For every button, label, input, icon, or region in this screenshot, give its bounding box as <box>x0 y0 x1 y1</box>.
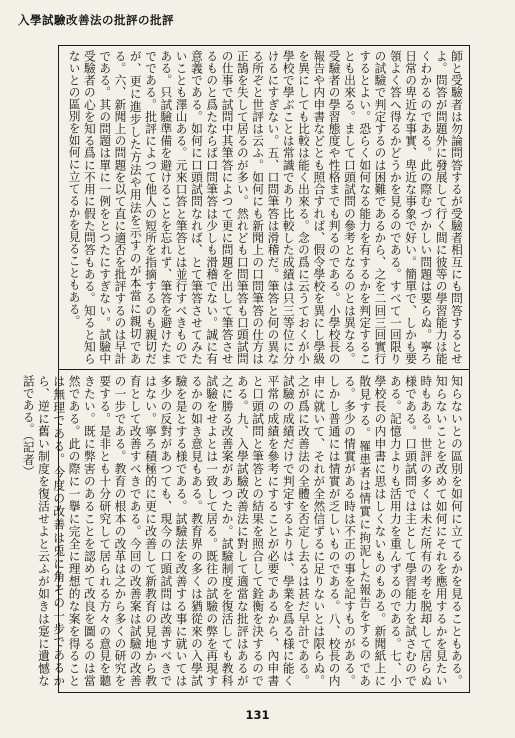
upper-text-block: 師と受驗者は勿論問答するが受驗者相互にも問答するとせよ。問答が問題外に發展して行く間に彼等の學習能力は能くわかるのである。此の際むづかしい問題は要らぬ。寧ろ日常の卑近な事實、卑近な事象で好い。簡單で、しかも要領よく答へ得るかどうかを見るのである。すべて一回限りの試驗で判定するのは困難であるから、之を二回三回實行するとよい。恐らく如何なる能力を有するかを判定することも出來る。まして口頭試問の參考となるのとは異なる。受驗者の學習態度や性格までも判るのである。小學校長の報告や内申書などとも照合すれば、假令學校を異にし學級を異にしても比較は能く出來る。念の爲に云うておくが小學校で學ぶことは常識であり比較した成績は只三等位に分けるにすぎない。五、口問筆答は滑稽だ。筆答と何の異なる所ぞと世評は云ふ。如何にも新聞上の口問筆答の仕方は正鵠を失して居るのが多い。然れども口問筆答も口頭試問の仕事で試問中其筆答によつて更に問題を出して筆答させるものと爲たならば口問筆答は少しも滑稽でない。誠に有意義である。如何に口頭試問なれば、とて筆答させてみたいことも澤山ある。元來口答と筆答とは並行すべきものである。只試驗準備を避けることを忘れず、筆答を避けたまでである。批評によつて他人の短所を指摘するのも親切だが、更に進步した方法や用法を示すのが本當に親切である。六、新聞上の問題を以て直に適否を批評するのは早計である。其の問題は單に一例をとつたにすぎない。試驗中受驗者の心を知る爲に不用に假た問答もある。知ると知らないとの區別を如何に立てるかを見ることもある。 <box>67 50 464 365</box>
running-header: 入學試驗改善法の批評の批評 <box>18 13 174 27</box>
page-number: 131 <box>245 708 270 722</box>
section-divider <box>59 369 469 370</box>
lower-text-block: 知らないとの區別を如何に立てるかを見ることもある。知らないことを改めて如何にそれを應用するかを見たい時もある。世評の多くは未だ所有の考を脱却して居らぬ様である。口頭試問では主として學習能力を試さむのである。記憶力よりも活用力を重んずるのである。七、小學校長の内申書に思はしくないものもある。新聞紙上に散見する。罹患者は情實に拘泥した報告をするのである。多少の情實がある時は不正の事を記すものがある。しかし普通には情實が乏しいものである。八、校長の内申に就いて、それが全然信ずるに足りないとは限らぬ。之が爲に改善法の全體を否定し去るは甚だ早計である。試驗の成績だけで判定するよりは、學業を爲る様に能く平常の成績を參考にすることが必要であるから、內申書と口頭試問と筆答との結果を照合して銓衡を決するのである。九、入學試驗改善法に對して適當な批評はあるが之に勝る改善案があつたか。試驗制度を復活しても教科試驗をせよとは一致して居る。既往の試驗の弊を再現するかの如き意見もある。教育界の多くは猶從來の入學試驗を是とする様である。試驗法を改善する事に就いては多少の反對があつても、現今の口頭試問は改善すべきではない。寧ろ積極的に更に改善して新教育の見地から教育として改善すべきである。今回の改善案は試驗の改善の一步である。教育の根本の改革は之から多くの研究を要する。是非とも十分研究して居られる方々の意見を聽きたい。既に弊害のあることを認めて改良を圖るのは當然である。此の際に一擧に完全に理想的な案を得ることは無理である。今度の改善は兎に角その一步であるから、逆に舊い制度を復活せよと云ふが如きは寔に遺憾な話である。（記者） <box>21 375 464 687</box>
text-frame <box>21 45 470 693</box>
